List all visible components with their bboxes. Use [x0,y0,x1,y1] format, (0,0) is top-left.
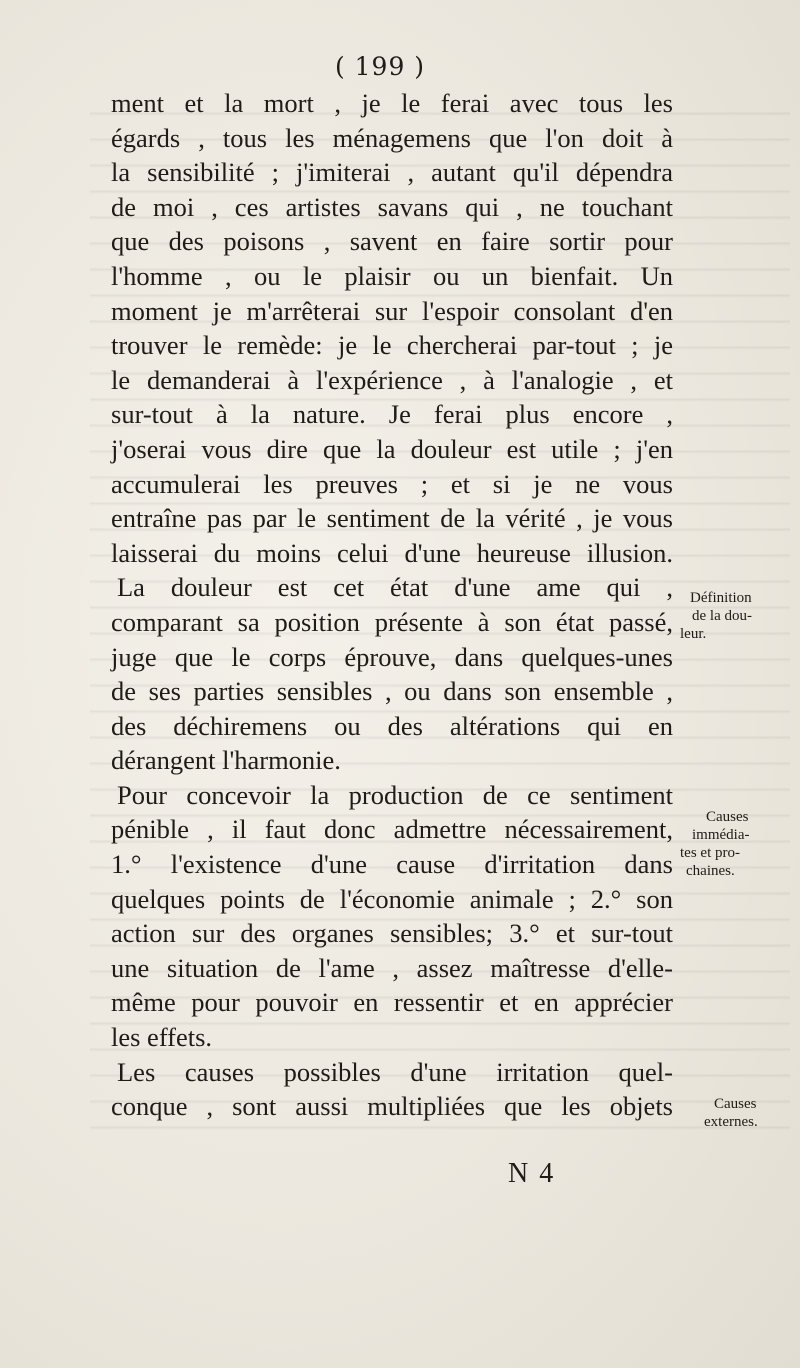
margin-note-line: chaines. [686,863,735,879]
text-line: de moi , ces artistes savans qui , ne touchant [111,191,673,222]
text-line: l'homme , ou le plaisir ou un bienfait. Un [111,260,673,291]
text-line: Pour concevoir la production de ce sentiment [117,779,673,810]
text-line: les effets. [111,1022,213,1053]
page-number: ( 199 ) [334,52,426,81]
text-line: action sur des organes sensibles; 3.° et sur-tout [111,918,673,949]
text-line: laisserai du moins celui d'une heureuse illusion. [111,537,673,568]
text-line: sur-tout à la nature. Je ferai plus encore , [111,399,673,430]
margin-note-line: leur. [680,626,707,642]
text-line: moment je m'arrêterai sur l'espoir consolant d'en [111,295,673,326]
margin-note-external-causes [680,1095,785,1131]
margin-note-line: Causes [706,809,749,825]
signature-mark: N 4 [508,1158,556,1189]
text-line: des déchiremens ou des altérations qui en [111,710,673,741]
text-line: entraîne pas par le sentiment de la vérité , je vous [111,503,673,534]
text-line: quelques points de l'économie animale ; 2.° son [111,883,673,914]
text-line: juge que le corps éprouve, dans quelques-unes [111,641,673,672]
margin-note-line: Causes [714,1096,757,1112]
margin-note-definition [680,589,785,643]
margin-note-line: de la dou- [692,608,752,624]
text-line: que des poisons , savent en faire sortir pour [111,226,673,257]
body-text [111,86,673,1124]
text-line: j'oserai vous dire que la douleur est utile ; j'en [111,433,673,464]
margin-note-line: externes. [704,1114,758,1130]
margin-note-immediate-causes [680,808,785,880]
text-line: comparant sa position présente à son état passé, [111,606,673,637]
margin-note-line: immédia- [692,827,750,843]
margin-note-line: Définition [690,590,752,606]
text-line: le demanderai à l'expérience , à l'analogie , et [111,364,673,395]
text-line: la sensibilité ; j'imiterai , autant qu'il dépendra [111,157,673,188]
text-line: conque , sont aussi multipliées que les objets [111,1091,673,1122]
text-line: Les causes possibles d'une irritation quel- [117,1056,673,1087]
text-line: pénible , il faut donc admettre nécessairement, [111,814,673,845]
text-line: trouver le remède: je le chercherai par-tout ; je [111,330,673,361]
text-line: même pour pouvoir en ressentir et en apprécier [111,987,673,1018]
margin-note-line: tes et pro- [680,845,740,861]
text-line: une situation de l'ame , assez maîtresse d'elle- [111,952,673,983]
text-line: accumulerai les preuves ; et si je ne vous [111,468,673,499]
text-line: 1.° l'existence d'une cause d'irritation dans [111,849,673,880]
text-line: dérangent l'harmonie. [111,745,341,776]
text-line: de ses parties sensibles , ou dans son ensemble , [111,676,673,707]
text-line: ment et la mort , je le ferai avec tous les [111,88,673,118]
text-line: égards , tous les ménagemens que l'on doit à [111,122,673,153]
text-line: La douleur est cet état d'une ame qui , [117,572,673,603]
